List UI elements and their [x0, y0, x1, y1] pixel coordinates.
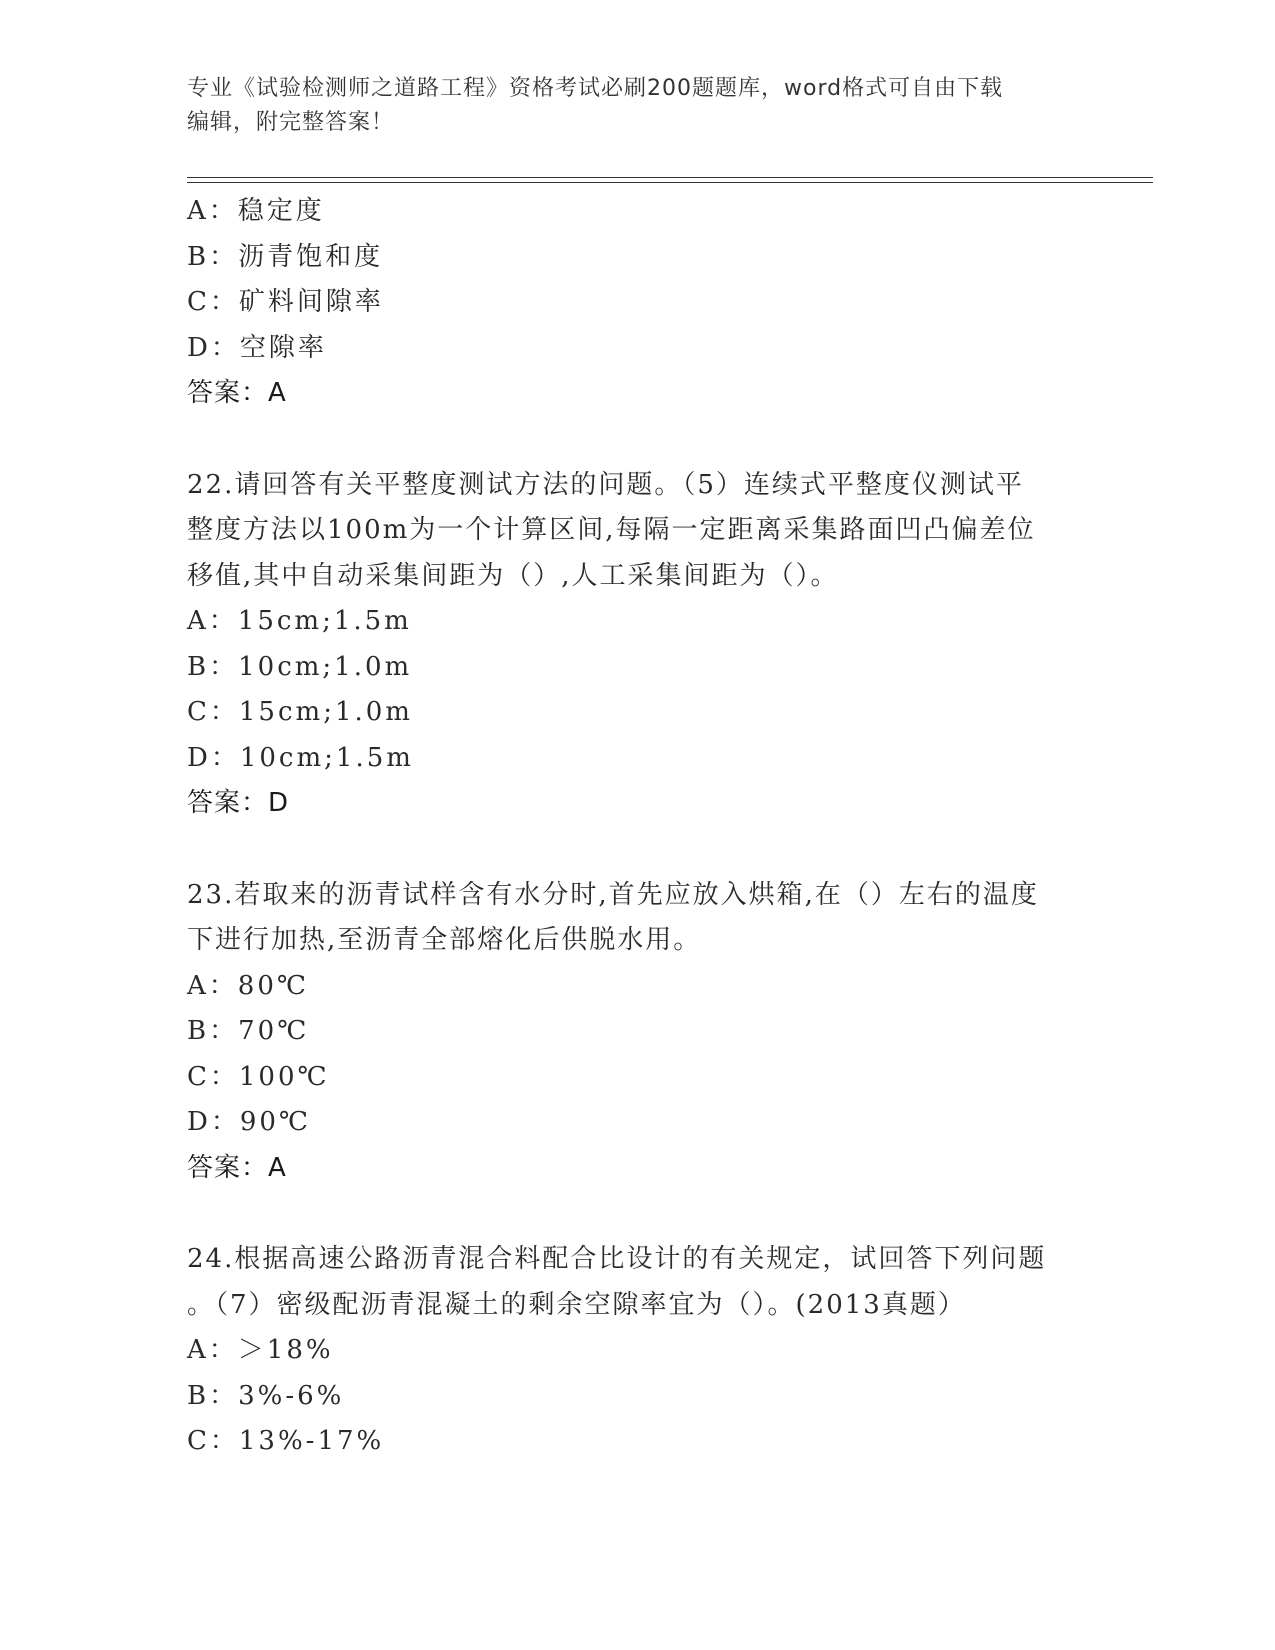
option-d: D：空隙率	[187, 332, 327, 363]
question-text-line: 整度方法以100m为一个计算区间,每隔一定距离采集路面凹凸偏差位	[187, 515, 1036, 545]
header-line-1: 专业《试验检测师之道路工程》资格考试必刷200题题库，word格式可自由下载	[187, 76, 1004, 101]
option-b: B：70℃	[187, 1016, 310, 1046]
question-block-22	[187, 463, 1087, 827]
question-text-line: 。（7）密级配沥青混凝土的剩余空隙率宜为（）。(2013真题）	[187, 1289, 966, 1320]
question-list	[187, 189, 1087, 1465]
option-d: D：90℃	[187, 1107, 312, 1137]
option-a: A：＞18%	[187, 1335, 334, 1365]
spacer	[187, 827, 1087, 873]
option-a: A：稳定度	[187, 196, 325, 226]
spacer	[187, 1191, 1087, 1237]
question-text-line: 23.若取来的沥青试样含有水分时,首先应放入烘箱,在（）左右的温度	[187, 879, 1039, 910]
header-rule-top	[187, 177, 1153, 178]
question-block-23	[187, 873, 1087, 1192]
option-c: C：13%-17%	[187, 1426, 385, 1456]
answer-line: 答案：A	[187, 1152, 287, 1183]
option-c: C：15cm;1.0m	[187, 697, 413, 727]
header-line-2: 编辑，附完整答案！	[187, 110, 395, 135]
header-rule-bottom	[187, 182, 1153, 183]
option-c: C：100℃	[187, 1061, 330, 1092]
question-text-line: 24.根据高速公路沥青混合料配合比设计的有关规定，试回答下列问题	[187, 1244, 1047, 1274]
answer-line: 答案：A	[187, 378, 287, 408]
question-text-line: 移值,其中自动采集间距为（）,人工采集间距为（）。	[187, 560, 839, 591]
answer-line: 答案：D	[187, 788, 290, 818]
option-a: A：15cm;1.5m	[187, 606, 412, 636]
option-b: B：沥青饱和度	[187, 241, 384, 272]
option-b: B：3%-6%	[187, 1380, 345, 1411]
question-text-line: 22.请回答有关平整度测试方法的问题。（5）连续式平整度仪测试平	[187, 469, 1024, 500]
question-block-24	[187, 1237, 1087, 1465]
question-block-21	[187, 189, 1087, 417]
option-b: B：10cm;1.0m	[187, 651, 413, 682]
option-a: A：80℃	[187, 970, 309, 1001]
question-text-line: 下进行加热,至沥青全部熔化后供脱水用。	[187, 925, 702, 955]
option-d: D：10cm;1.5m	[187, 742, 414, 773]
option-c: C：矿料间隙率	[187, 287, 384, 317]
document-header	[187, 72, 1087, 140]
spacer	[187, 417, 1087, 463]
